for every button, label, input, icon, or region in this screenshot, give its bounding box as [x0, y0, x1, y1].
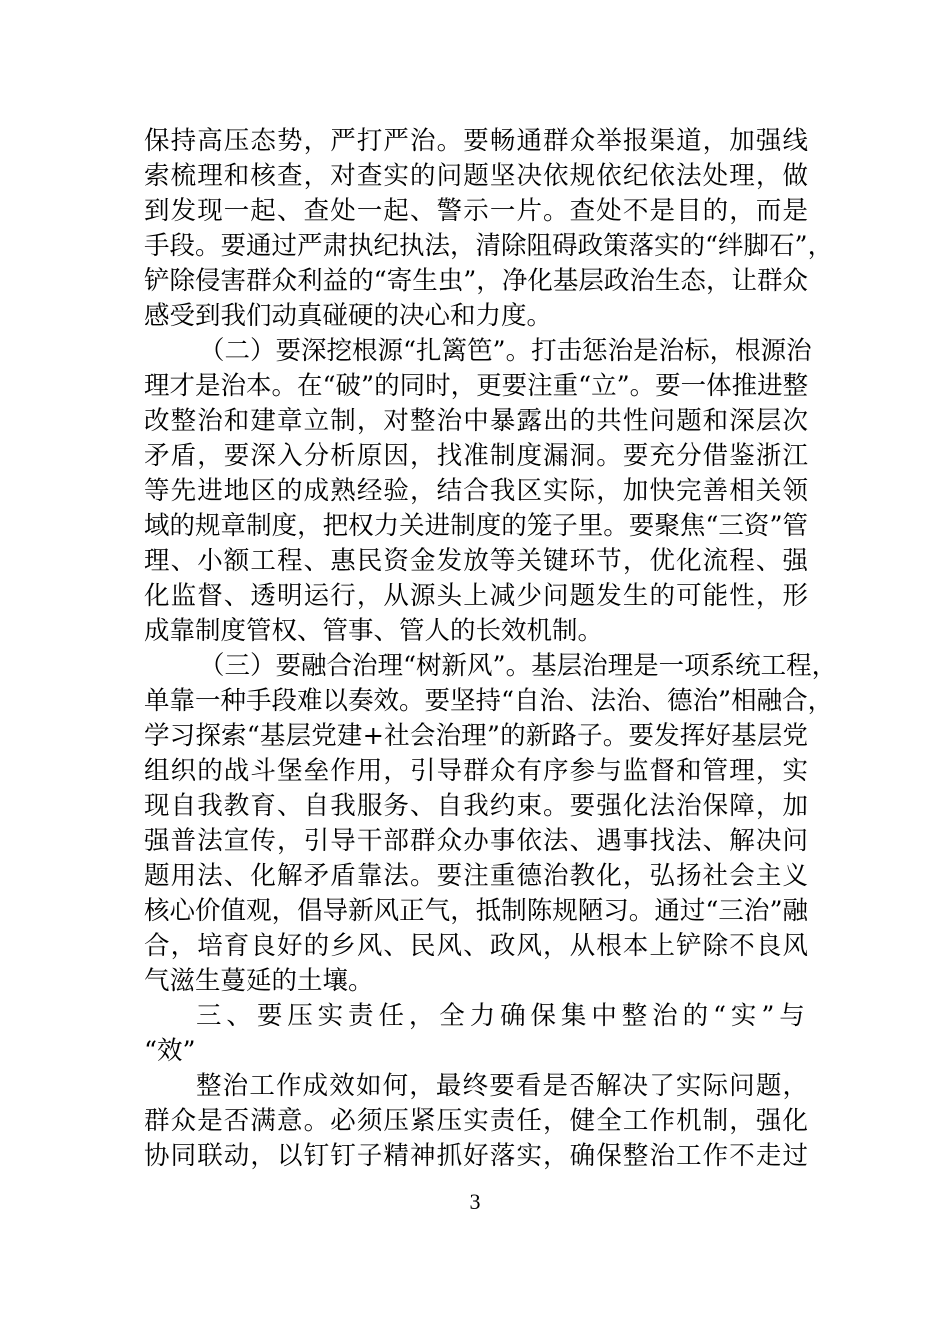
- chapter-heading: 三、要压实责任，全力确保集中整治的“实”与: [196, 1001, 808, 1031]
- text-line: 现自我教育、自我服务、自我约束。要强化法治保障，加: [144, 791, 808, 821]
- text-line: 铲除侵害群众利益的“寄生虫”，净化基层政治生态，让群众: [144, 266, 808, 296]
- text-line: 学习探索“基层党建+社会治理”的新路子。要发挥好基层党: [144, 721, 808, 751]
- text-line: 合，培育良好的乡风、民风、政风，从根本上铲除不良风: [144, 931, 808, 961]
- text-line: 整治工作成效如何，最终要看是否解决了实际问题，: [196, 1071, 808, 1101]
- text-line: 协同联动，以钉钉子精神抓好落实，确保整治工作不走过: [144, 1141, 808, 1171]
- text-line: 群众是否满意。必须压紧压实责任，健全工作机制，强化: [144, 1106, 808, 1136]
- document-body: [144, 124, 838, 1174]
- text-line: 组织的战斗堡垒作用，引导群众有序参与监督和管理，实: [144, 756, 808, 786]
- text-line: 手段。要通过严肃执纪执法，清除阻碍政策落实的“绊脚石”，: [144, 231, 834, 261]
- text-line: 气滋生蔓延的土壤。: [144, 966, 374, 996]
- text-line: 核心价值观，倡导新风正气，抵制陈规陋习。通过“三治”融: [144, 896, 808, 926]
- text-line: 感受到我们动真碰硬的决心和力度。: [144, 301, 553, 331]
- text-line: 域的规章制度，把权力关进制度的笼子里。要聚焦“三资”管: [144, 511, 808, 541]
- text-line: 等先进地区的成熟经验，结合我区实际，加快完善相关领: [144, 476, 808, 506]
- text-line: 单靠一种手段难以奏效。要坚持“自治、法治、德治”相融合，: [144, 686, 834, 716]
- text-line: 到发现一起、查处一起、警示一片。查处不是目的，而是: [144, 196, 808, 226]
- section-heading-2: （二）要深挖根源“扎篱笆”。打击惩治是治标，根源治: [199, 336, 812, 366]
- chapter-heading-continuation: “效”: [144, 1036, 196, 1066]
- text-line: 理、小额工程、惠民资金发放等关键环节，优化流程、强: [144, 546, 808, 576]
- page-number: 3: [469, 1189, 481, 1214]
- text-line: 理才是治本。在“破”的同时，更要注重“立”。要一体推进整: [144, 371, 809, 401]
- section-heading-3: （三）要融合治理“树新风”。基层治理是一项系统工程，: [199, 651, 838, 681]
- text-line: 成靠制度管权、管事、管人的长效机制。: [144, 616, 604, 646]
- text-line: 保持高压态势，严打严治。要畅通群众举报渠道，加强线: [144, 126, 808, 156]
- text-line: 改整治和建章立制，对整治中暴露出的共性问题和深层次: [144, 406, 808, 436]
- text-line: 矛盾，要深入分析原因，找准制度漏洞。要充分借鉴浙江: [144, 441, 808, 471]
- text-line: 题用法、化解矛盾靠法。要注重德治教化，弘扬社会主义: [144, 861, 808, 891]
- text-line: 化监督、透明运行，从源头上减少问题发生的可能性，形: [144, 581, 808, 611]
- text-line: 强普法宣传，引导干部群众办事依法、遇事找法、解决问: [144, 826, 808, 856]
- text-line: 索梳理和核查，对查实的问题坚决依规依纪依法处理，做: [144, 161, 808, 191]
